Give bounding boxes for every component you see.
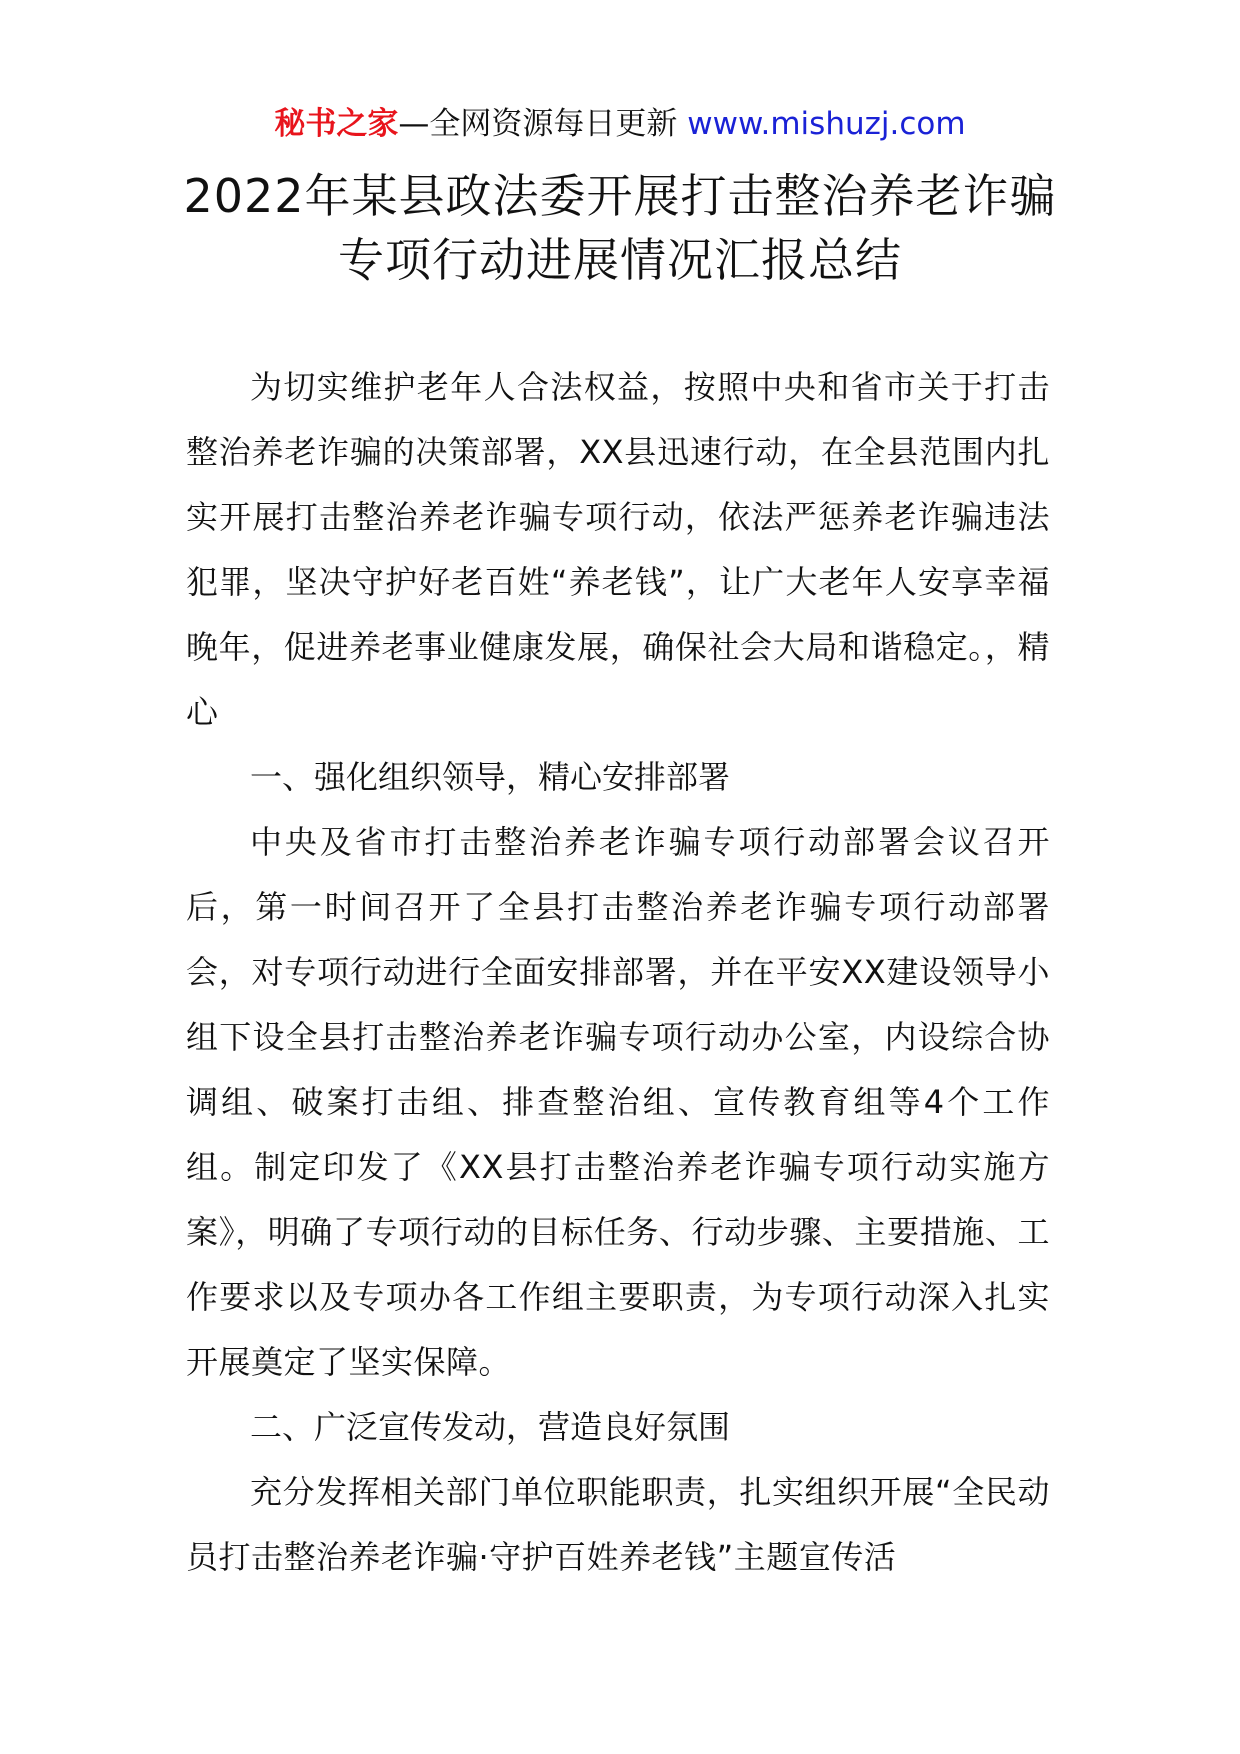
header-tagline: —全网资源每日更新 bbox=[398, 106, 678, 142]
site-header bbox=[0, 102, 1240, 146]
site-url: www.mishuzj.com bbox=[687, 106, 966, 142]
section-heading-1: 一、强化组织领导，精心安排部署 bbox=[250, 758, 731, 796]
section-heading-2: 二、广泛宣传发动，营造良好氛围 bbox=[250, 1408, 731, 1446]
section-1-paragraph: 中央及省市打击整治养老诈骗专项行动部署会议召开后，第一时间召开了全县打击整治养老诈骗专项行动部署会，对专项行动进行全面安排部署，并在平安XX建设领导小组下设全县打击整治养老诈骗专项行动办公室，内设综合协调组、破案打击组、排查整治组、宣传教育组等4个工作组。制定印发了《XX县打击整治养老诈骗专项行动实施方案》，明确了专项行动的目标任务、行动步骤、主要措施、工作要求以及专项办各工作组主要职责，为专项行动深入扎实开展奠定了坚实保障。 bbox=[186, 823, 1050, 1381]
intro-paragraph: 为切实维护老年人合法权益，按照中央和省市关于打击整治养老诈骗的决策部署，XX县迅速行动，在全县范围内扎实开展打击整治养老诈骗专项行动，依法严惩养老诈骗违法犯罪，坚决守护好老百姓“养老钱”，让广大老年人安享幸福晚年，促进养老事业健康发展，确保社会大局和谐稳定。，精心 bbox=[186, 368, 1050, 731]
document-body bbox=[186, 355, 1050, 1590]
section-2-paragraph: 充分发挥相关部门单位职能职责，扎实组织开展“全民动员打击整治养老诈骗·守护百姓养老钱”主题宣传活 bbox=[186, 1473, 1050, 1576]
title-line-1: 2022年某县政法委开展打击整治养老诈骗 bbox=[183, 169, 1057, 223]
title-line-2: 专项行动进展情况汇报总结 bbox=[338, 233, 902, 287]
brand-name: 秘书之家 bbox=[274, 106, 399, 142]
document-title bbox=[140, 164, 1100, 292]
